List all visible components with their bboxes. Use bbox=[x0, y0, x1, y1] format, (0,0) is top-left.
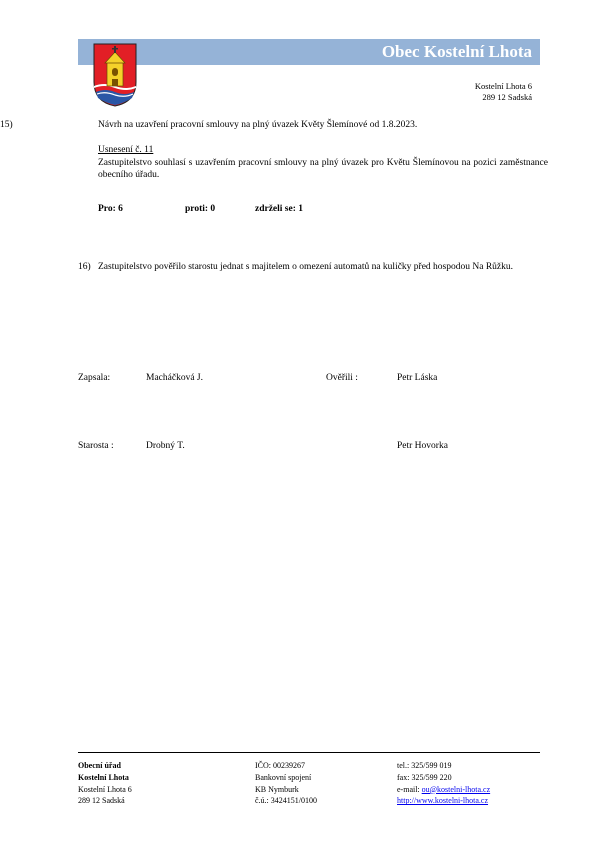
municipality-title: Obec Kostelní Lhota bbox=[381, 42, 532, 61]
footer-office-postal: 289 12 Sadská bbox=[78, 796, 125, 806]
verified-by-label: Ověřili : bbox=[326, 373, 358, 383]
resolution-text: Zastupitelstvo souhlasí s uzavřením pracovní smlouvy na plný úvazek pro Květu Šlemínovou na pozici zaměstnance obecního úřadu. bbox=[98, 158, 548, 180]
footer-office-town: Kostelní Lhota bbox=[78, 772, 129, 782]
verifier-name-1: Petr Láska bbox=[397, 373, 438, 383]
recorded-by-label: Zapsala: bbox=[78, 373, 111, 383]
vote-abstain: zdrželi se: 1 bbox=[255, 204, 304, 214]
agenda-item-16-text: Zastupitelstvo pověřilo starostu jednat s majitelem o omezení automatů na kuličky před hospodou Na Růžku. bbox=[98, 262, 514, 272]
footer-email-link[interactable]: ou@kostelni-lhota.cz bbox=[421, 784, 491, 794]
footer-fax: fax: 325/599 220 bbox=[397, 772, 452, 782]
footer-bank-label: Bankovní spojení bbox=[255, 772, 312, 782]
mayor-label: Starosta : bbox=[78, 441, 114, 451]
item-number: 15) bbox=[0, 120, 13, 130]
footer-bank-name: KB Nymburk bbox=[255, 784, 299, 794]
footer-email-label: e-mail: bbox=[397, 784, 422, 794]
footer-email-row bbox=[397, 784, 490, 796]
recorded-by-name: Macháčková J. bbox=[146, 373, 203, 383]
footer-account: č.ú.: 3424151/0100 bbox=[255, 796, 317, 806]
resolution-label: Usnesení č. 11 bbox=[98, 145, 154, 155]
vote-for: Pro: 6 bbox=[98, 204, 123, 214]
footer-contact bbox=[397, 760, 490, 807]
address-line-2: 289 12 Sadská bbox=[482, 92, 532, 102]
mayor-name: Drobný T. bbox=[146, 441, 185, 451]
footer-bank bbox=[255, 760, 317, 807]
footer-divider bbox=[78, 752, 540, 753]
footer-office-street: Kostelní Lhota 6 bbox=[78, 784, 132, 794]
verifier-name-2: Petr Hovorka bbox=[397, 441, 448, 451]
coat-of-arms-icon bbox=[92, 42, 138, 108]
footer-office-name: Obecní úřad bbox=[78, 761, 121, 770]
footer-tel: tel.: 325/599 019 bbox=[397, 761, 452, 770]
footer-office bbox=[78, 760, 132, 807]
agenda-item-15-heading: Návrh na uzavření pracovní smlouvy na plný úvazek Květy Šlemínové od 1.8.2023. bbox=[98, 120, 418, 130]
header-bar bbox=[78, 39, 540, 65]
vote-against: proti: 0 bbox=[185, 204, 216, 214]
footer-ico: IČO: 00239267 bbox=[255, 761, 305, 770]
agenda-item-16-number: 16) bbox=[78, 262, 91, 272]
address-line-1: Kostelní Lhota 6 bbox=[474, 81, 532, 91]
footer-web-link[interactable]: http://www.kostelni-lhota.cz bbox=[397, 796, 489, 806]
office-address bbox=[475, 81, 532, 103]
